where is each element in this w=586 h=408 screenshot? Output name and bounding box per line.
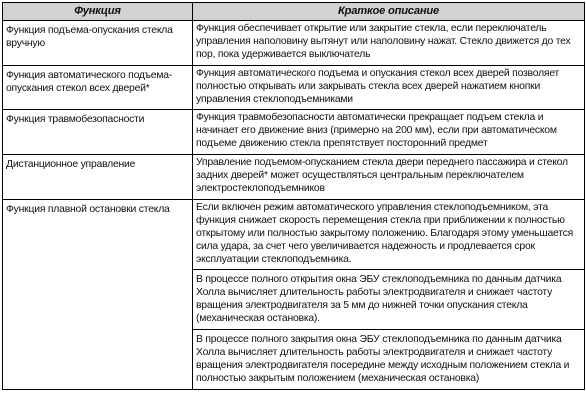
function-description xyxy=(193,110,585,155)
table-row xyxy=(3,21,585,66)
function-name: Дистанционное управление xyxy=(3,155,193,200)
description-paragraph: В процессе полного открытия окна ЭБУ стеклоподъемника по данным датчика Холла вычисляет длительность работы электродвигателя и снижает частоту вращения электродвигателя за 5 мм до нижней точки опускания стекла (механическая остановка). xyxy=(193,269,584,326)
function-description xyxy=(193,21,585,66)
description-paragraph: Функция травмобезопасности автоматически прекращает подъем стекла и начинает его движение вниз (примерно на 200 мм), если при автоматическом подъеме движению стекла препятствует посторонний предмет xyxy=(196,112,557,150)
function-name: Функция травмобезопасности xyxy=(3,110,193,155)
function-name: Функция плавной остановки стекла xyxy=(3,199,193,389)
function-description xyxy=(193,199,585,389)
table-row xyxy=(3,110,585,155)
table-row xyxy=(3,199,585,389)
functions-table xyxy=(2,2,585,390)
description-paragraph: Управление подъемом-опусканием стекла двери переднего пассажира и стекол задних дверей* может осуществляться центральным переключателем электростеклоподъемников xyxy=(196,157,568,194)
description-paragraph: В процессе полного закрытия окна ЭБУ стеклоподъемника по данным датчика Холла вычисляет длительность работы электродвигателя и снижает частоту вращения электродвигателя посередине между исходным положением стекла и полностью закрытым положением (механическая остановка) xyxy=(193,329,584,386)
header-description: Краткое описание xyxy=(193,3,585,21)
function-name: Функция подъема-опускания стекла вручную xyxy=(3,21,193,66)
function-name: Функция автоматического подъема-опускания стекол всех дверей* xyxy=(3,65,193,110)
table-row xyxy=(3,155,585,200)
description-paragraph: Если включен режим автоматического управления стеклоподъемником, эта функция снижает скорость перемещения стекла при приближении к полностью открытому или полностью закрытому положению. Благодаря этому уменьшается сила удара, за счет чего увеличивается надежность и продлевается срок эксплуатации стеклоподъемника. xyxy=(196,201,574,265)
table-row xyxy=(3,65,585,110)
function-description xyxy=(193,65,585,110)
table-header xyxy=(3,3,585,21)
function-description xyxy=(193,155,585,200)
description-paragraph: Функция автоматического подъема и опускания стекол всех дверей позволяет полностью открывать или закрывать стекла всех дверей нажатием кнопки управления стеклоподъемниками xyxy=(196,67,560,105)
description-paragraph: Функция обеспечивает открытие или закрытие стекла, если переключатель управления наполовину вытянут или наполовину нажат. Стекло движется до тех пор, пока удерживается выключатель xyxy=(196,23,571,60)
header-row xyxy=(3,3,585,21)
header-function: Функция xyxy=(3,3,193,21)
